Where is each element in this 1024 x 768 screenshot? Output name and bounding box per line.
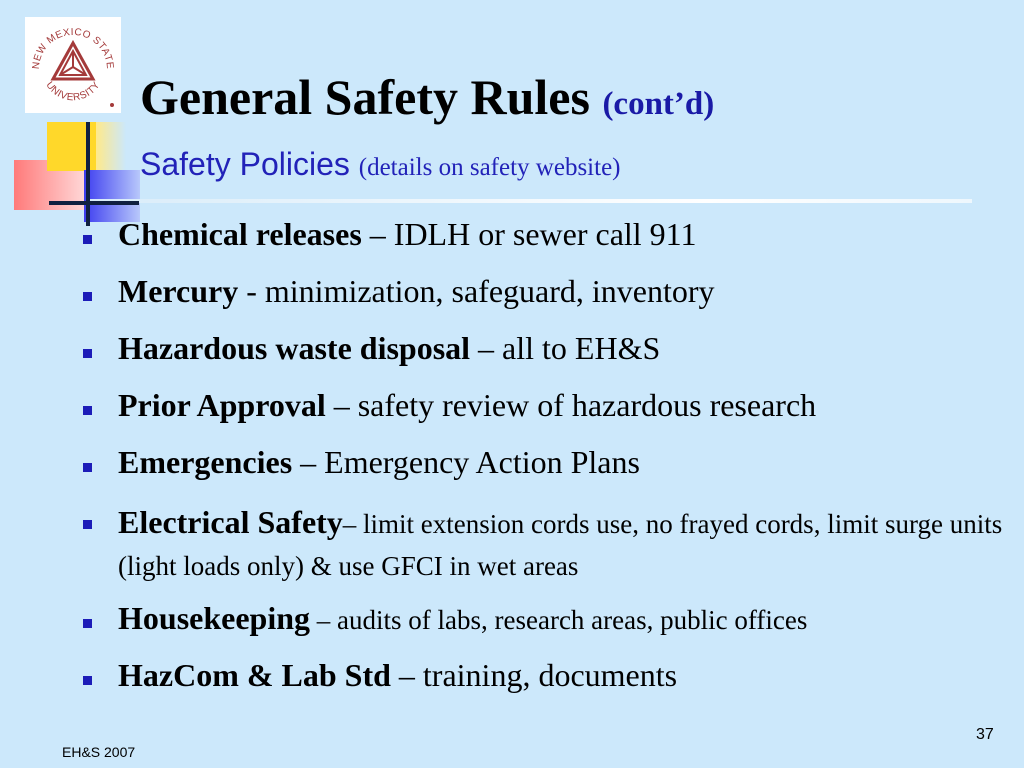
bullet-square-icon [83, 676, 92, 685]
decorative-blue-block [84, 170, 140, 222]
university-seal-logo [25, 17, 121, 113]
bullet-item [78, 330, 660, 368]
bullet-item [78, 387, 816, 425]
bullet-heading: Prior Approval [118, 387, 326, 423]
subtitle-note: (details on safety website) [358, 154, 621, 181]
bullet-item [78, 273, 715, 311]
bullet-item [78, 216, 696, 254]
bullet-square-icon [83, 406, 92, 415]
bullet-text: – IDLH or sewer call 911 [361, 216, 697, 252]
bullet-text: – audits of labs, research areas, public offices [310, 605, 808, 635]
page-number: 37 [976, 726, 994, 743]
svg-text:UNIVERSITY [43, 80, 102, 104]
bullet-heading: Emergencies [118, 444, 293, 480]
bullet-heading: HazCom & Lab Std [118, 657, 391, 693]
slide-title [140, 69, 715, 125]
bullet-text: – training, documents [390, 657, 678, 693]
bullet-square-icon [83, 463, 92, 472]
decorative-yellow-glow [96, 122, 126, 171]
slide-title-cont: (cont’d) [602, 86, 715, 122]
seal-icon [25, 17, 121, 113]
bullet-square-icon [83, 619, 92, 628]
bullet-square-icon [83, 235, 92, 244]
subtitle-main: Safety Policies [140, 146, 350, 182]
seal-text-top: NEW MEXICO STATE [30, 26, 116, 70]
slide-subtitle [140, 147, 620, 182]
decorative-horizontal-line [49, 201, 139, 205]
title-divider [90, 199, 972, 203]
bullet-text: – limit extension cords use, no frayed cords, limit surge units (light loads only) & use GFCI in wet areas [118, 509, 1003, 582]
bullet-item [78, 501, 1013, 585]
bullet-item [78, 600, 807, 638]
bullet-text: - minimization, safeguard, inventory [238, 273, 715, 309]
bullet-item [78, 657, 677, 695]
bullet-text: – safety review of hazardous research [325, 387, 817, 423]
bullet-heading: Mercury [118, 273, 239, 309]
bullet-text: – Emergency Action Plans [292, 444, 640, 480]
bullet-text: – all to EH&S [470, 330, 661, 366]
bullet-heading: Housekeeping [118, 600, 311, 636]
footer-text: EH&S 2007 [62, 744, 136, 760]
bullet-square-icon [83, 520, 92, 529]
bullet-item [78, 444, 640, 482]
bullet-square-icon [83, 349, 92, 358]
bullet-heading: Chemical releases [118, 216, 362, 252]
bullet-heading: Electrical Safety [118, 504, 343, 540]
bullet-square-icon [83, 292, 92, 301]
seal-text-bottom: UNIVERSITY [43, 79, 103, 104]
bullet-heading: Hazardous waste disposal [118, 330, 471, 366]
slide-title-main: General Safety Rules [140, 69, 590, 125]
decorative-vertical-line [86, 122, 90, 226]
